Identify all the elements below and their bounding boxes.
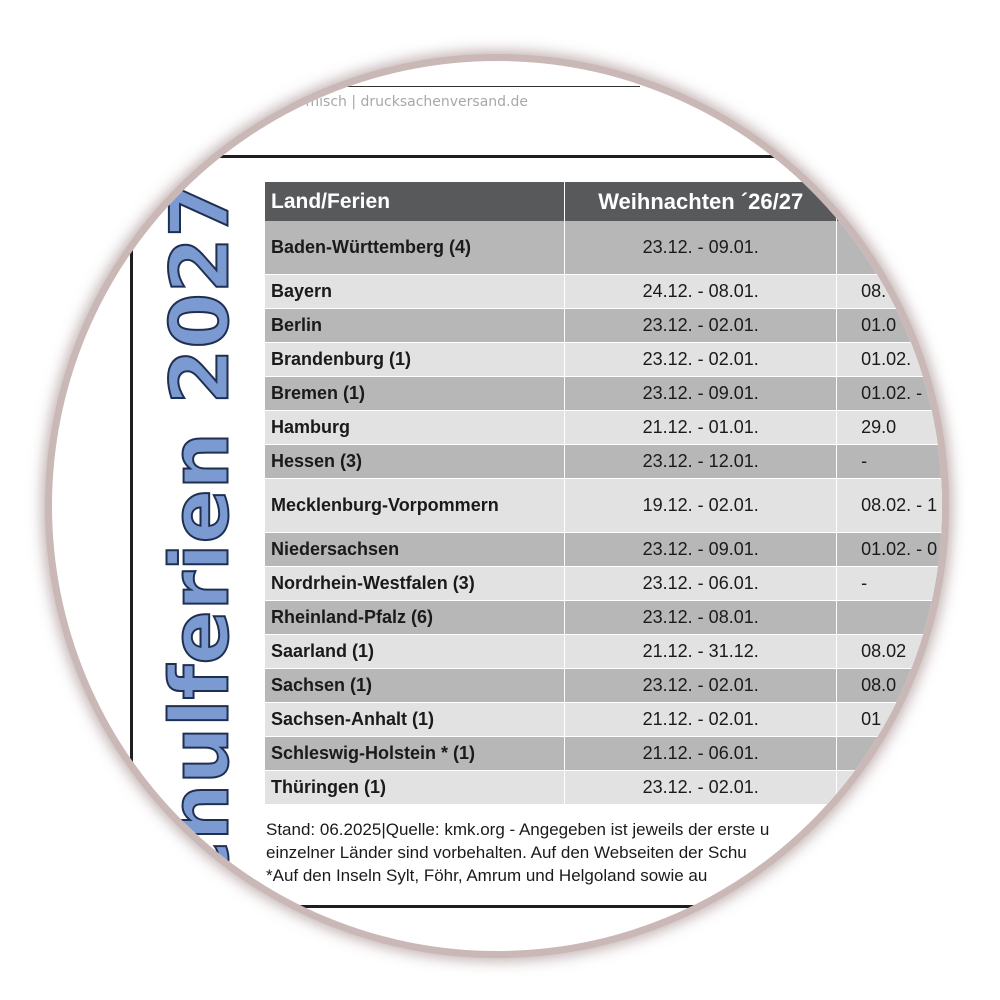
- footer-line-2: einzelner Länder sind vorbehalten. Auf den Webseiten der Schu: [266, 843, 747, 862]
- cell-weihnachten: 23.12. - 02.01.: [565, 309, 837, 343]
- cell-land: Berlin: [265, 309, 565, 343]
- table-row: [265, 343, 942, 377]
- cell-next: 01.02. - 0: [837, 533, 942, 567]
- frame-top-border: [218, 155, 942, 158]
- table-row: [265, 703, 942, 737]
- table-body: [265, 221, 942, 805]
- table-row: [265, 771, 942, 805]
- cell-land: Saarland (1): [265, 635, 565, 669]
- table-row: [265, 567, 942, 601]
- cell-weihnachten: 23.12. - 09.01.: [565, 221, 837, 275]
- table-row: [265, 669, 942, 703]
- table-row: [265, 445, 942, 479]
- cell-land: Niedersachsen: [265, 533, 565, 567]
- vertical-title: chulferien 2027: [153, 181, 247, 889]
- cell-next: 08.: [837, 275, 942, 309]
- cell-land: Sachsen-Anhalt (1): [265, 703, 565, 737]
- frame-bottom-border: [268, 905, 942, 908]
- table-row: [265, 309, 942, 343]
- header-rule: [300, 86, 640, 87]
- footer-note: [266, 818, 942, 887]
- cell-next: 08.02. - 1: [837, 479, 942, 533]
- cell-weihnachten: 23.12. - 02.01.: [565, 343, 837, 377]
- column-header-land: Land/Ferien: [265, 182, 565, 221]
- cell-next: [837, 771, 942, 805]
- cell-next: 01.0: [837, 309, 942, 343]
- cell-next: [837, 601, 942, 635]
- cell-weihnachten: 23.12. - 09.01.: [565, 533, 837, 567]
- cell-weihnachten: 23.12. - 08.01.: [565, 601, 837, 635]
- cell-land: Bayern: [265, 275, 565, 309]
- table-row: [265, 377, 942, 411]
- table-row: [265, 275, 942, 309]
- cell-weihnachten: 24.12. - 08.01.: [565, 275, 837, 309]
- table-header-row: [265, 182, 942, 221]
- holiday-table: [265, 182, 942, 805]
- cell-land: Hamburg: [265, 411, 565, 445]
- header-source-text: rmisch | drucksachenversand.de: [300, 94, 529, 110]
- cell-land: Baden-Württemberg (4): [265, 221, 565, 275]
- cell-weihnachten: 23.12. - 02.01.: [565, 771, 837, 805]
- cell-land: Nordrhein-Westfalen (3): [265, 567, 565, 601]
- table-row: [265, 601, 942, 635]
- cell-land: Sachsen (1): [265, 669, 565, 703]
- cell-next: 01: [837, 703, 942, 737]
- cell-land: Rheinland-Pfalz (6): [265, 601, 565, 635]
- table-row: [265, 737, 942, 771]
- cell-land: Thüringen (1): [265, 771, 565, 805]
- cell-land: Schleswig-Holstein * (1): [265, 737, 565, 771]
- footer-line-1: Stand: 06.2025|Quelle: kmk.org - Angegeben ist jeweils der erste u: [266, 820, 770, 839]
- column-header-weihnachten: Weihnachten ´26/27: [565, 182, 837, 221]
- cell-next: 08.0: [837, 669, 942, 703]
- cell-weihnachten: 23.12. - 06.01.: [565, 567, 837, 601]
- cell-weihnachten: 23.12. - 09.01.: [565, 377, 837, 411]
- table-row: [265, 411, 942, 445]
- cell-land: Bremen (1): [265, 377, 565, 411]
- table-row: [265, 221, 942, 275]
- table-row: [265, 479, 942, 533]
- cell-weihnachten: 21.12. - 06.01.: [565, 737, 837, 771]
- document-page: [52, 61, 942, 951]
- cell-next: -: [837, 445, 942, 479]
- cell-weihnachten: 21.12. - 02.01.: [565, 703, 837, 737]
- cell-weihnachten: 19.12. - 02.01.: [565, 479, 837, 533]
- cell-weihnachten: 21.12. - 01.01.: [565, 411, 837, 445]
- column-header-next: [837, 182, 942, 221]
- cell-next: 01.02. -: [837, 377, 942, 411]
- footer-line-3: *Auf den Inseln Sylt, Föhr, Amrum und Helgoland sowie au: [266, 866, 708, 885]
- table-row: [265, 635, 942, 669]
- cell-next: 29.0: [837, 411, 942, 445]
- frame-left-border: [130, 240, 133, 920]
- cell-land: Brandenburg (1): [265, 343, 565, 377]
- cell-land: Hessen (3): [265, 445, 565, 479]
- cell-next: 08.02: [837, 635, 942, 669]
- cell-land: Mecklenburg-Vorpommern: [265, 479, 565, 533]
- cell-weihnachten: 23.12. - 12.01.: [565, 445, 837, 479]
- cell-next: 01.02.: [837, 343, 942, 377]
- magnifier-lens: [52, 61, 942, 951]
- table-row: [265, 533, 942, 567]
- cell-next: -: [837, 567, 942, 601]
- cell-next: [837, 737, 942, 771]
- cell-weihnachten: 21.12. - 31.12.: [565, 635, 837, 669]
- cell-next: [837, 221, 942, 275]
- cell-weihnachten: 23.12. - 02.01.: [565, 669, 837, 703]
